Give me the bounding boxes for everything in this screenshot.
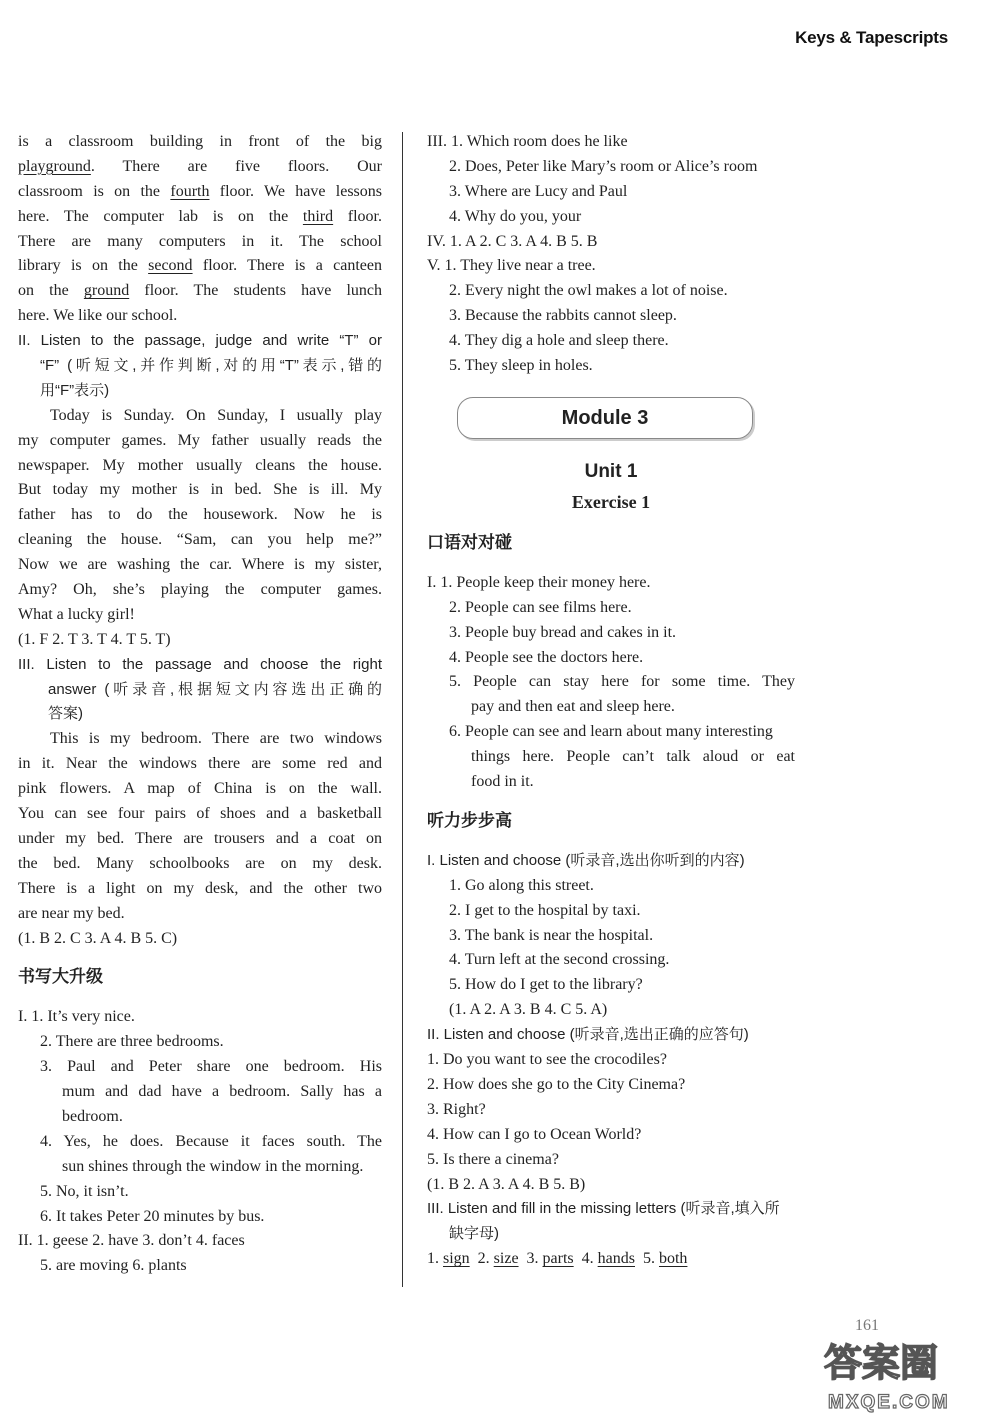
underlined-answer: hands	[597, 1250, 635, 1268]
left-column	[18, 130, 382, 1279]
answers-iv: IV. 1. A 2. C 3. A 4. B 5. B	[427, 232, 598, 250]
answers-v: V. 1. They live near a tree. 2. Every night the owl makes a lot of noise. 3. Because the rabbits cannot sleep. 4. They dig a hole and sleep there. 5. They sleep in holes.	[427, 257, 728, 375]
underlined-keyword: third	[302, 207, 334, 225]
underlined-answer: parts	[542, 1250, 574, 1268]
tapescript-paragraph-bedroom: This is my bedroom. There are two windows in it. Near the windows there are some red and pink flowers. A map of China is on the wall. You can see four pairs of shoes and a basketball under my bed. There are trousers and a coat on the bed. Many schoolbooks are on my desk. There is a light on my desk, and the other two are near my bed.	[18, 730, 382, 922]
listening-part-i: I. Listen and choose (听录音,选出你听到的内容) 1. Go along this street. 2. I get to the hospital by taxi. 3. The bank is near the hospital. 4. Turn left at the second crossing. 5. How do I get to the library? (1. A 2. A 3. B 4. C 5. A)	[427, 851, 745, 1019]
underlined-keyword: fourth	[170, 182, 210, 200]
listening-part-ii: II. Listen and choose (听录音,选出正确的应答句) 1. Do you want to see the crocodiles? 2. How does she go to the City Cinema? 3. Right? 4. How can I go to Ocean World? 5. Is there a cinema? (1. B 2. A 3. A 4. B 5. B)	[427, 1026, 749, 1193]
page-number: 161	[855, 1317, 879, 1334]
underlined-answer: size	[493, 1250, 519, 1268]
underlined-answer: both	[658, 1250, 688, 1268]
text-line: on the ground floor. The students have lunch	[18, 282, 382, 300]
answer-key-iii: (1. B 2. C 3. A 4. B 5. C)	[18, 929, 178, 947]
section-heading-writing: 书写大升级	[18, 967, 103, 988]
text-line: playground. There are five floors. Our	[18, 157, 382, 175]
underlined-answer: sign	[443, 1250, 470, 1268]
writing-answers: I. 1. It’s very nice. 2. There are three bedrooms. 3. Paul and Peter share one bedroom. His mum and dad have a bedroom. Sally has a bedroom. 4. Yes, he does. Because it faces south. The sun shines through the window in the morning. 5. No, it isn’t. 6. It takes Peter 20 minutes by bus. II. 1. geese 2. have 3. don’t 4. faces 5. are moving 6. plants	[18, 1008, 382, 1275]
watermark-logo	[818, 1328, 994, 1418]
section-ii-instruction: II. Listen to the passage, judge and write “T” or “F” (听短文,并作判断,对的用“T”表示,错的 用“F”表示)	[18, 332, 382, 399]
text-line: here. We like our school.	[18, 307, 178, 325]
watermark-url-text: MXQE.COM	[828, 1392, 950, 1413]
listening-part-iii: III. Listen and fill in the missing letters (听录音,填入所 缺字母) 1. sign 2. size 3. parts 4. hands 5. both	[427, 1197, 795, 1272]
answer-key-ii: (1. F 2. T 3. T 4. T 5. T)	[18, 630, 171, 648]
oral-answers: I. 1. People keep their money here. 2. People can see films here. 3. People buy bread and cakes in it. 4. People see the doctors here. 5. People can stay here for some time. They pay and then eat and sleep here. 6. People can see and learn about many interesting things here. People can’t talk aloud or eat food in it.	[427, 573, 795, 791]
text-line: classroom is on the fourth floor. We have lessons	[18, 182, 382, 200]
missing-letters-answers: 1. sign 2. size 3. parts 4. hands 5. both	[427, 1250, 688, 1268]
tapescript-paragraph-sunday: Today is Sunday. On Sunday, I usually play my computer games. My father usually reads the newspaper. My mother usually cleans the house. But today my mother is in bed. She is ill. My father has to do the housework. Now he is cleaning the house. “Sam, can you help me?” Now we are washing the car. Where is my sister, Amy? Oh, she’s playing the computer games. What a lucky girl!	[18, 406, 382, 623]
text-line: is a classroom building in front of the big	[18, 133, 382, 150]
tapescript-paragraph-school	[18, 130, 382, 329]
right-column	[427, 130, 795, 1272]
module-title-box: Module 3	[457, 397, 753, 439]
exercise-title: Exercise 1	[571, 491, 651, 512]
section-heading-oral: 口语对对碰	[427, 532, 512, 553]
section-iii-instruction: III. Listen to the passage and choose the right answer (听录音,根据短文内容选出正确的 答案)	[18, 655, 382, 723]
underlined-keyword: second	[148, 257, 193, 275]
text-line: library is on the second floor. There is a canteen	[18, 257, 382, 275]
text-line: There are many computers in it. The school	[18, 232, 382, 250]
underlined-keyword: ground	[83, 282, 130, 300]
watermark-main-text: 答案圈	[824, 1341, 939, 1385]
underlined-keyword: playground	[18, 157, 91, 175]
section-heading-listening: 听力步步高	[427, 810, 512, 831]
page-header-title: Keys & Tapescripts	[795, 28, 948, 47]
text-line: here. The computer lab is on the third floor.	[18, 207, 382, 225]
unit-title: Unit 1	[584, 460, 638, 482]
column-divider	[402, 132, 403, 1287]
answers-iii: III. 1. Which room does he like 2. Does, Peter like Mary’s room or Alice’s room 3. Where are Lucy and Paul 4. Why do you, your	[427, 133, 758, 225]
